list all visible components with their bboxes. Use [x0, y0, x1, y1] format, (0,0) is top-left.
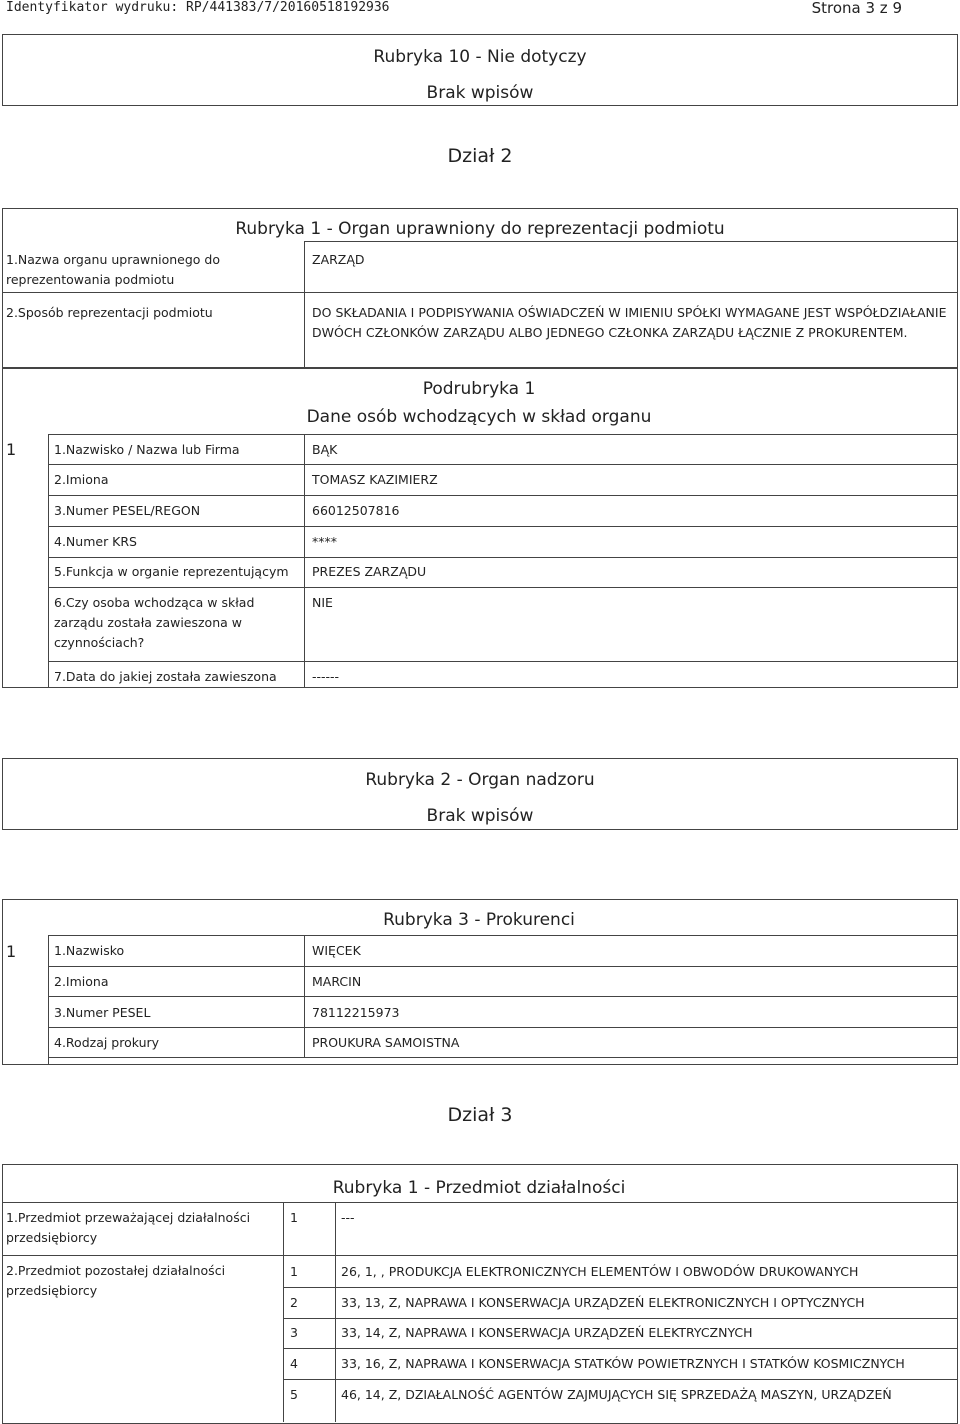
other-activity-label: 2.Przedmiot pozostałej działalności przedsiębiorcy — [6, 1263, 226, 1298]
divider — [48, 966, 958, 967]
dzial-3-title: Dział 3 — [447, 1104, 513, 1126]
rubryka-3-title: Rubryka 3 - Prokurenci — [383, 910, 575, 930]
divider — [48, 495, 958, 496]
main-activity-label: 1.Przedmiot przeważającej działalności przedsiębiorcy — [6, 1210, 251, 1245]
divider — [304, 241, 305, 368]
podrubryka-1-subtitle: Dane osób wchodzących w skład organu — [306, 407, 652, 427]
divider — [48, 434, 49, 688]
main-activity-no: 1 — [290, 1210, 298, 1225]
dzial-3-rubryka-1-title: Rubryka 1 - Przedmiot działalności — [332, 1178, 626, 1198]
person-number: 1 — [6, 440, 17, 459]
activity-value: 46, 14, Z, DZIAŁALNOŚĆ AGENTÓW ZAJMUJĄCYCH SIĘ SPRZEDAŻĄ MASZYN, URZĄDZEŃ — [341, 1387, 892, 1402]
krs-value: **** — [312, 534, 337, 549]
proxy-number: 1 — [6, 942, 17, 961]
names-label: 2.Imiona — [54, 472, 109, 487]
podrubryka-1-title: Podrubryka 1 — [422, 379, 536, 399]
divider — [2, 1255, 958, 1256]
activity-no: 2 — [290, 1295, 298, 1310]
divider — [48, 996, 958, 997]
divider — [48, 935, 49, 1065]
divider — [304, 241, 958, 242]
surname-label: 1.Nazwisko / Nazwa lub Firma — [54, 442, 240, 457]
proxy-pesel-value: 78112215973 — [312, 1005, 400, 1020]
proxy-names-value: MARCIN — [312, 974, 362, 989]
activity-value: 33, 13, Z, NAPRAWA I KONSERWACJA URZĄDZEŃ ELEKTRONICZNYCH I OPTYCZNYCH — [341, 1295, 865, 1310]
divider — [283, 1318, 958, 1319]
print-identifier: Identyfikator wydruku: RP/441383/7/20160518192936 — [6, 0, 390, 15]
proxy-type-value: PROUKURA SAMOISTNA — [312, 1035, 460, 1050]
divider — [283, 1379, 958, 1380]
dzial-2-rubryka-1-title: Rubryka 1 - Organ uprawniony do reprezentacji podmiotu — [235, 219, 725, 239]
page-number: Strona 3 z 9 — [811, 0, 902, 17]
divider — [48, 1027, 958, 1028]
rubryka-10-title: Rubryka 10 - Nie dotyczy — [373, 47, 587, 67]
divider — [283, 1287, 958, 1288]
divider — [2, 1202, 958, 1203]
pesel-label: 3.Numer PESEL/REGON — [54, 503, 201, 518]
activity-no: 3 — [290, 1325, 298, 1340]
representation-method-label: 2.Sposób reprezentacji podmiotu — [6, 305, 213, 320]
function-value: PREZES ZARZĄDU — [312, 564, 427, 579]
divider — [48, 1057, 958, 1058]
names-value: TOMASZ KAZIMIERZ — [312, 472, 438, 487]
rubryka-10-section — [2, 34, 958, 106]
activity-value: 33, 16, Z, NAPRAWA I KONSERWACJA STATKÓW POWIETRZNYCH I STATKÓW KOSMICZNYCH — [341, 1356, 905, 1371]
dzial-2-title: Dział 2 — [447, 145, 513, 167]
proxy-pesel-label: 3.Numer PESEL — [54, 1005, 151, 1020]
suspended-date-value: ------ — [312, 669, 340, 684]
divider — [304, 434, 305, 688]
divider — [2, 292, 958, 293]
divider — [48, 661, 958, 662]
proxy-names-label: 2.Imiona — [54, 974, 109, 989]
representation-method-value: DO SKŁADANIA I PODPISYWANIA OŚWIADCZEŃ W IMIENIU SPÓŁKI WYMAGANE JEST WSPÓŁDZIAŁANIE DWÓCH CZŁONKÓW ZARZĄDU ALBO JEDNEGO CZŁONKA ZARZĄDU ŁĄCZNIE Z PROKURENTEM. — [312, 305, 947, 340]
activity-no: 4 — [290, 1356, 298, 1371]
rubryka-2-section — [2, 758, 958, 830]
divider — [48, 434, 958, 435]
activity-no: 1 — [290, 1264, 298, 1279]
divider — [283, 1348, 958, 1349]
krs-label: 4.Numer KRS — [54, 534, 137, 549]
pesel-value: 66012507816 — [312, 503, 400, 518]
rubryka-10-empty: Brak wpisów — [426, 83, 534, 103]
activity-value: 26, 1, , PRODUKCJA ELEKTRONICZNYCH ELEMENTÓW I OBWODÓW DRUKOWANYCH — [341, 1264, 859, 1279]
divider — [48, 526, 958, 527]
suspended-value: NIE — [312, 595, 333, 610]
proxy-surname-value: WIĘCEK — [312, 943, 361, 958]
divider — [335, 1202, 336, 1422]
divider — [48, 464, 958, 465]
rubryka-2-empty: Brak wpisów — [426, 806, 534, 826]
suspended-label: 6.Czy osoba wchodząca w skład zarządu została zawieszona w czynnościach? — [54, 595, 255, 650]
divider — [48, 557, 958, 558]
surname-value: BĄK — [312, 442, 338, 457]
proxy-type-label: 4.Rodzaj prokury — [54, 1035, 160, 1050]
function-label: 5.Funkcja w organie reprezentującym — [54, 564, 289, 579]
organ-name-value: ZARZĄD — [312, 252, 365, 267]
activity-value: 33, 14, Z, NAPRAWA I KONSERWACJA URZĄDZEŃ ELEKTRYCZNYCH — [341, 1325, 753, 1340]
main-activity-value: --- — [341, 1210, 355, 1225]
rubryka-2-title: Rubryka 2 - Organ nadzoru — [365, 770, 595, 790]
organ-name-label: 1.Nazwa organu uprawnionego do reprezentowania podmiotu — [6, 252, 221, 287]
suspended-date-label: 7.Data do jakiej została zawieszona — [54, 669, 277, 684]
activity-no: 5 — [290, 1387, 298, 1402]
proxy-surname-label: 1.Nazwisko — [54, 943, 125, 958]
divider — [48, 935, 958, 936]
divider — [48, 587, 958, 588]
divider — [283, 1202, 284, 1422]
